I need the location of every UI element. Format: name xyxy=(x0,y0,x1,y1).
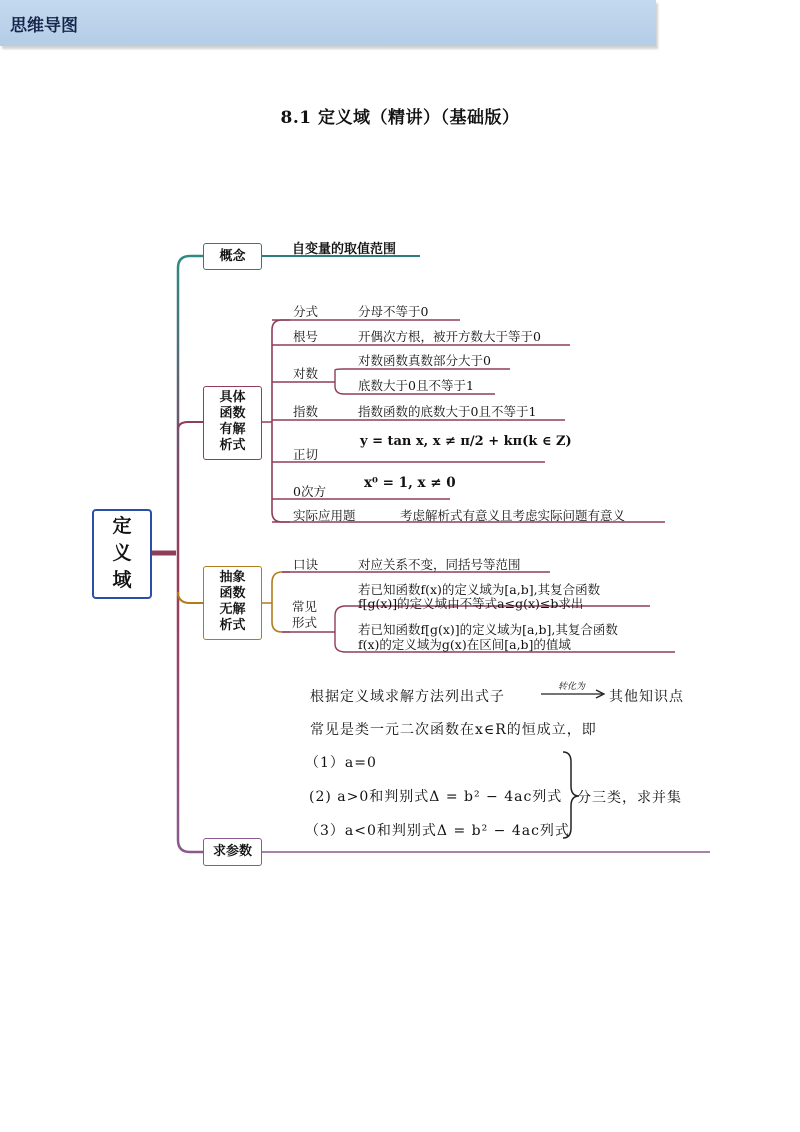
log-label: 对数 xyxy=(293,366,319,381)
exp-text: 指数函数的底数大于0且不等于1 xyxy=(358,404,537,419)
concrete-subtrunk xyxy=(262,320,290,522)
abstract-subtrunk xyxy=(262,572,290,632)
formula-rule-text: 对应关系不变，同括号等范围 xyxy=(358,557,521,572)
concept-label: 概念 xyxy=(219,249,246,264)
param-line-1: 根据定义域求解方法列出式子 xyxy=(310,689,505,705)
root-label: 定义域 xyxy=(112,515,132,591)
common-text-2b: f(x)的定义域为g(x)在区间[a,b]的值域 xyxy=(358,637,571,652)
concept-node xyxy=(203,243,262,270)
concrete-node xyxy=(203,386,262,460)
param-case-2: (2) a>0和判别式Δ = b² − 4ac列式 xyxy=(309,789,563,805)
param-node xyxy=(203,838,262,866)
concrete-connector xyxy=(178,422,203,430)
common-text-1b: f[g(x)]的定义域由不等式a≤g(x)≤b求出 xyxy=(358,596,584,611)
common-text-2a: 若已知函数f[g(x)]的定义域为[a,b],其复合函数 xyxy=(358,622,618,637)
fraction-text: 分母不等于0 xyxy=(358,304,429,319)
tan-label: 正切 xyxy=(293,447,319,462)
root-rule-text: 开偶次方根，被开方数大于等于0 xyxy=(358,329,541,344)
root-rule-label: 根号 xyxy=(293,329,319,344)
abstract-node xyxy=(203,566,262,640)
abstract-label: 抽象函数无解析式 xyxy=(219,570,246,633)
zero-formula: x⁰ = 1, x ≠ 0 xyxy=(364,475,456,491)
param-conclusion: 分三类，求并集 xyxy=(577,790,682,806)
concept-text: 自变量的取值范围 xyxy=(292,242,397,257)
log-text-1: 对数函数真数部分大于0 xyxy=(358,353,491,368)
exp-label: 指数 xyxy=(293,404,319,419)
param-label: 求参数 xyxy=(212,844,252,859)
concrete-label: 具体函数有解析式 xyxy=(219,390,246,453)
formula-rule-label: 口诀 xyxy=(293,557,319,572)
common-label: 常见形式 xyxy=(292,599,318,630)
main-trunk xyxy=(178,256,203,852)
param-line-2: 常见是类一元二次函数在x∈R的恒成立，即 xyxy=(310,722,597,738)
fraction-label: 分式 xyxy=(293,304,319,319)
page-title: 8.1 定义域（精讲）（基础版） xyxy=(280,108,520,128)
applied-label: 实际应用题 xyxy=(293,508,356,523)
zero-label: 0次方 xyxy=(293,484,326,499)
param-case-1: （1）a=0 xyxy=(305,755,377,771)
abstract-connector xyxy=(178,592,203,603)
applied-text: 考虑解析式有意义且考虑实际问题有意义 xyxy=(400,508,626,523)
param-line-1-end: 其他知识点 xyxy=(609,689,684,705)
param-arrow-label: 转化为 xyxy=(558,682,586,692)
tan-formula: y = tan x, x ≠ π/2 + kπ(k ∈ Z) xyxy=(360,434,572,449)
section-title: 思维导图 xyxy=(10,16,78,36)
log-text-2: 底数大于0且不等于1 xyxy=(358,378,474,393)
param-case-3: （3）a<0和判别式Δ = b² − 4ac列式 xyxy=(305,823,570,839)
root-node xyxy=(92,509,152,599)
common-text-1a: 若已知函数f(x)的定义域为[a,b],其复合函数 xyxy=(358,582,601,597)
